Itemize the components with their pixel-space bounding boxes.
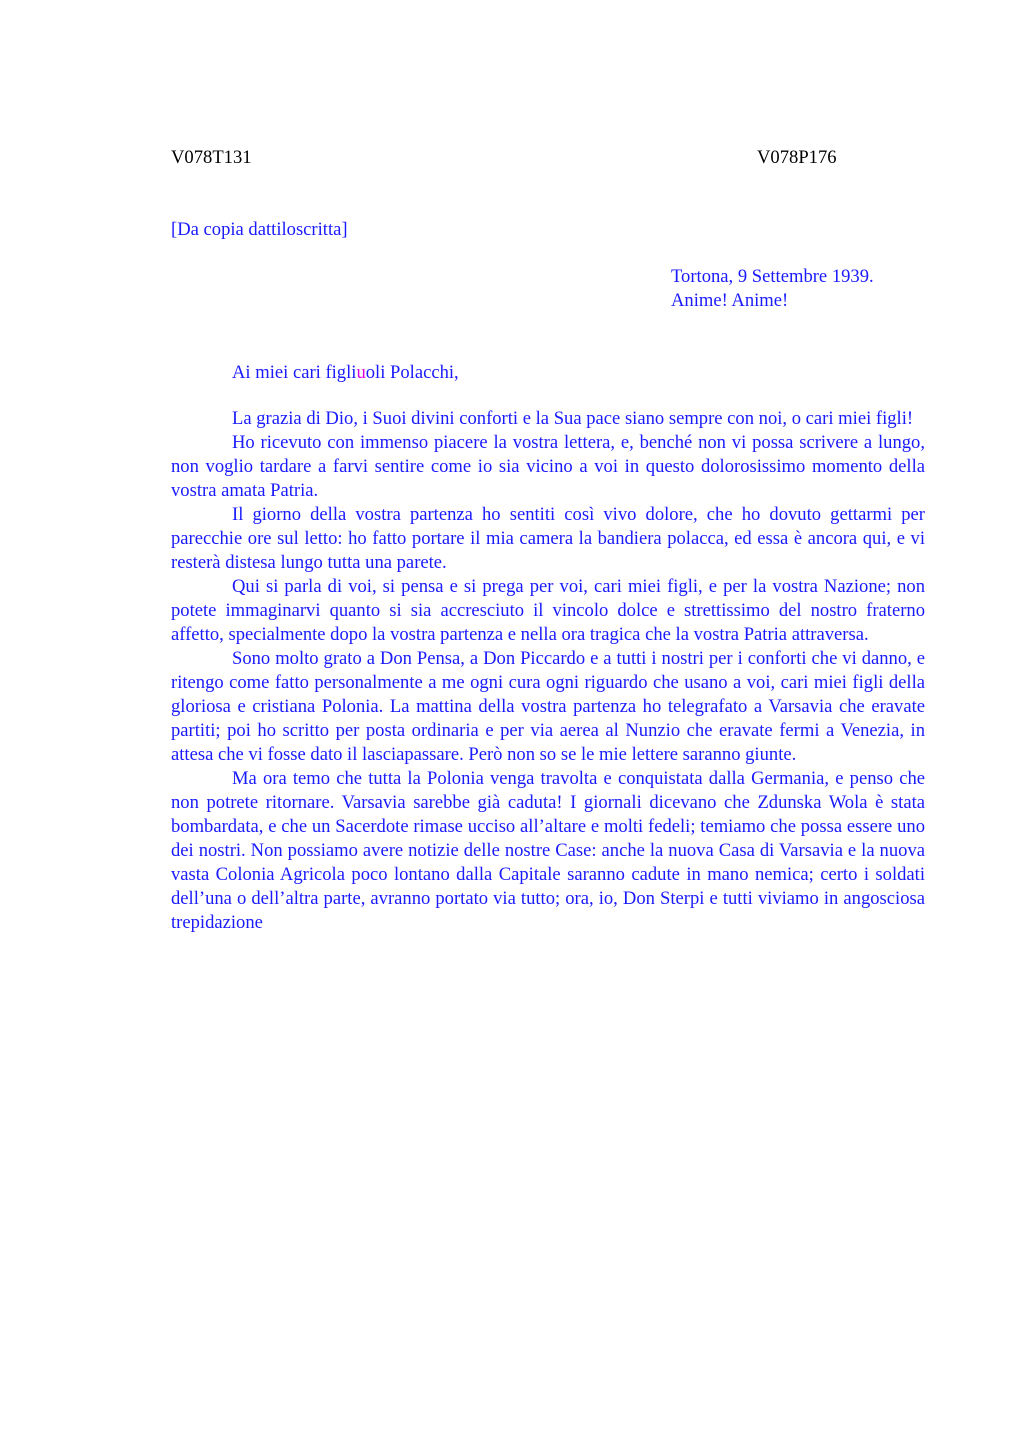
salutation-part-1: Ai miei cari figli (232, 362, 357, 383)
salutation (232, 361, 459, 385)
letter-body (171, 407, 925, 935)
document-code-right: V078P176 (757, 147, 837, 168)
salutation-part-2: oli Polacchi, (365, 362, 459, 383)
paragraph-5: Sono molto grato a Don Pensa, a Don Piccardo e a tutti i nostri per i conforti che vi danno, e ritengo come fatto personalmente a me ogni cura ogni riguardo che usano a voi, cari miei figli della gloriosa e cristiana Polonia. La mattina della vostra partenza ho telegrafato a Varsavia che eravate partiti; poi ho scritto per posta ordinaria e per via aerea al Nunzio che eravate fermi a Venezia, in attesa che vi fosse dato il lasciapassare. Però non so se le mie lettere saranno giunte. (171, 648, 925, 765)
dateline (671, 265, 874, 313)
paragraph-6: Ma ora temo che tutta la Polonia venga travolta e conquistata dalla Germania, e penso che non potrete ritornare. Varsavia sarebbe già caduta! I giornali dicevano che Zdunska Wola è stata bombardata, e che un Sacerdote rimase ucciso all’altare e molti fedeli; temiamo che possa essere uno dei nostri. Non possiamo avere notizie delle nostre Case: anche la nuova Casa di Varsavia e la nuova vasta Colonia Agricola poco lontano dalla Capitale saranno cadute in mano nemica; certo i soldati dell’una o dell’altra parte, avranno portato via tutto; ora, io, Don Sterpi e tutti viviamo in angosciosa trepidazione (171, 768, 925, 933)
paragraph-2: Ho ricevuto con immenso piacere la vostra lettera, e, benché non vi possa scrivere a lungo, non voglio tardare a farvi sentire come io sia vicino a voi in questo dolorosissimo momento della vostra amata Patria. (171, 432, 925, 501)
source-note: [Da copia dattiloscritta] (171, 219, 348, 240)
paragraph-4: Qui si parla di voi, si pensa e si prega per voi, cari miei figli, e per la vostra Nazione; non potete immaginarvi quanto si sia accresciuto il vincolo dolce e strettissimo del nostro fraterno affetto, specialmente dopo la vostra partenza e nella ora tragica che la vostra Patria attraversa. (171, 576, 925, 645)
motto: Anime! Anime! (671, 290, 789, 311)
document-code-left: V078T131 (171, 147, 252, 168)
paragraph-1: La grazia di Dio, i Suoi divini conforti e la Sua pace siano sempre con noi, o cari miei figli! (232, 408, 914, 429)
salutation-highlight: u (356, 362, 366, 383)
paragraph-3: Il giorno della vostra partenza ho sentiti così vivo dolore, che ho dovuto gettarmi per parecchie ore sul letto: ho fatto portare il mia camera la bandiera polacca, ed essa è ancora qui, e vi resterà distesa lungo tutta una parete. (171, 504, 925, 573)
place-date: Tortona, 9 Settembre 1939. (671, 266, 874, 287)
